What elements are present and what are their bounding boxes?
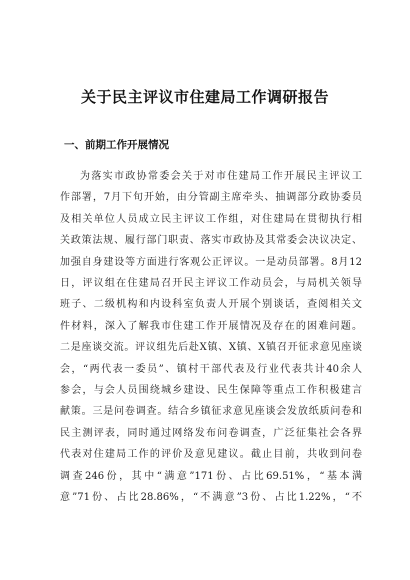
body-line: 班子、二级机构和内设科室负责人开展个别谈话，查阅相关文	[60, 299, 362, 311]
body-line: 意”71份、占比28.86%，“不满意”3份、占比1.22%，“不	[60, 492, 362, 504]
body-line: 作部署，7月下旬开始，由分管副主席牵头、抽调部分政协委员	[60, 192, 362, 204]
body-line: 二是座谈交流。评议组先后赴X镇、X镇、X镇召开征求意见座谈	[60, 342, 362, 354]
section-heading: 一、前期工作开展情况	[64, 139, 169, 151]
body-line: 为落实市政协常委会关于对市住建局工作开展民主评议工	[80, 171, 362, 182]
body-line: 关政策法规、履行部门职责、落实市政协及其常委会决议决定、	[60, 235, 362, 247]
body-line: 参会，与会人员围绕城乡建设、民生保障等重点工作积极建言	[60, 385, 362, 397]
body-line: 日，评议组在住建局召开民主评议工作动员会，与局机关领导	[60, 278, 362, 290]
body-line: 民主测评表，同时通过网络发布问卷调查，广泛征集社会各界	[60, 427, 362, 439]
document-title: 关于民主评议市住建局工作调研报告	[80, 88, 329, 106]
body-line: 加强自身建设等方面进行客观公正评议。一是动员部署。8月12	[60, 256, 362, 268]
body-line: 件材料，深入了解我市住建工作开展情况及存在的困难问题。	[60, 320, 362, 332]
body-line: 代表对住建局工作的评价及意见建议。截止目前，共收到问卷	[60, 449, 362, 461]
body-line: 会，“两代表一委员”、镇村干部代表及行业代表共计40余人	[60, 363, 362, 375]
body-line: 及相关单位人员成立民主评议工作组，对住建局在贯彻执行相	[60, 213, 362, 225]
body-line: 献策。三是问卷调查。结合乡镇征求意见座谈会发放纸质问卷和	[60, 406, 362, 418]
body-line: 调查246份，其中“满意”171份、占比69.51%，“基本满	[60, 470, 362, 482]
body-paragraph	[60, 166, 362, 509]
